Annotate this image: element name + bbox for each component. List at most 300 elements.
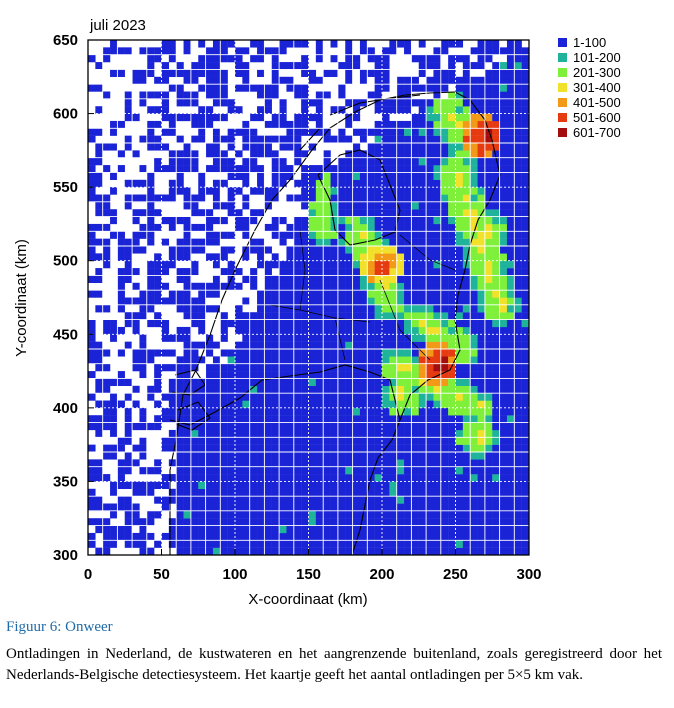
heatmap-cell xyxy=(507,99,515,107)
heatmap-cell xyxy=(522,195,530,203)
heatmap-cell xyxy=(382,195,390,203)
heatmap-cell xyxy=(426,474,434,482)
heatmap-cell xyxy=(507,415,515,423)
heatmap-cell xyxy=(426,481,434,489)
heatmap-cell xyxy=(257,106,265,114)
heatmap-cell xyxy=(95,423,103,431)
heatmap-cell xyxy=(323,401,331,409)
heatmap-cell xyxy=(463,364,471,372)
heatmap-cell xyxy=(411,99,419,107)
heatmap-cell xyxy=(463,349,471,357)
heatmap-cell xyxy=(360,356,368,364)
heatmap-cell xyxy=(360,283,368,291)
heatmap-cell xyxy=(294,128,302,136)
heatmap-cell xyxy=(507,275,515,283)
heatmap-cell xyxy=(323,408,331,416)
heatmap-cell xyxy=(411,209,419,217)
heatmap-cell xyxy=(323,452,331,460)
heatmap-cell xyxy=(316,290,324,298)
heatmap-cell xyxy=(456,423,464,431)
heatmap-cell xyxy=(470,62,478,70)
heatmap-cell xyxy=(411,77,419,85)
heatmap-cell xyxy=(500,114,508,122)
heatmap-cell xyxy=(419,136,427,144)
heatmap-cell xyxy=(338,489,346,497)
heatmap-cell xyxy=(235,342,243,350)
heatmap-cell xyxy=(441,342,449,350)
heatmap-cell xyxy=(213,401,221,409)
heatmap-cell xyxy=(117,231,125,239)
heatmap-cell xyxy=(522,504,530,512)
heatmap-cell xyxy=(272,253,280,261)
heatmap-cell xyxy=(338,305,346,313)
heatmap-cell xyxy=(228,202,236,210)
heatmap-cell xyxy=(206,496,214,504)
heatmap-cell xyxy=(235,415,243,423)
heatmap-cell xyxy=(419,489,427,497)
heatmap-cell xyxy=(279,305,287,313)
heatmap-cell xyxy=(463,209,471,217)
heatmap-cell xyxy=(242,496,250,504)
heatmap-cell xyxy=(132,327,140,335)
heatmap-cell xyxy=(257,518,265,526)
heatmap-cell xyxy=(426,334,434,342)
heatmap-cell xyxy=(242,548,250,556)
heatmap-cell xyxy=(485,246,493,254)
heatmap-cell xyxy=(331,239,339,247)
heatmap-cell xyxy=(389,511,397,519)
heatmap-cell xyxy=(316,511,324,519)
heatmap-cell xyxy=(95,180,103,188)
heatmap-cell xyxy=(264,275,272,283)
heatmap-cell xyxy=(397,430,405,438)
heatmap-cell xyxy=(419,371,427,379)
heatmap-cell xyxy=(514,504,522,512)
heatmap-cell xyxy=(250,408,258,416)
heatmap-cell xyxy=(257,290,265,298)
heatmap-cell xyxy=(331,408,339,416)
heatmap-cell xyxy=(397,378,405,386)
heatmap-cell xyxy=(492,114,500,122)
heatmap-cell xyxy=(257,459,265,467)
heatmap-cell xyxy=(228,496,236,504)
heatmap-cell xyxy=(286,268,294,276)
heatmap-cell xyxy=(470,114,478,122)
heatmap-cell xyxy=(213,128,221,136)
heatmap-cell xyxy=(184,69,192,77)
heatmap-cell xyxy=(331,172,339,180)
heatmap-cell xyxy=(272,121,280,129)
heatmap-cell xyxy=(353,415,361,423)
heatmap-cell xyxy=(191,202,199,210)
heatmap-cell xyxy=(500,437,508,445)
heatmap-cell xyxy=(176,268,184,276)
heatmap-cell xyxy=(456,393,464,401)
heatmap-cell xyxy=(492,209,500,217)
heatmap-cell xyxy=(309,467,317,475)
heatmap-cell xyxy=(382,202,390,210)
heatmap-cell xyxy=(309,334,317,342)
heatmap-cell xyxy=(470,386,478,394)
heatmap-cell xyxy=(110,47,118,55)
heatmap-cell xyxy=(242,172,250,180)
heatmap-cell xyxy=(404,327,412,335)
heatmap-cell xyxy=(294,378,302,386)
heatmap-cell xyxy=(353,268,361,276)
heatmap-cell xyxy=(309,437,317,445)
heatmap-cell xyxy=(456,349,464,357)
heatmap-cell xyxy=(360,290,368,298)
heatmap-cell xyxy=(419,459,427,467)
heatmap-cell xyxy=(478,275,486,283)
heatmap-cell xyxy=(485,489,493,497)
heatmap-cell xyxy=(88,136,96,144)
heatmap-cell xyxy=(492,378,500,386)
heatmap-cell xyxy=(191,481,199,489)
heatmap-cell xyxy=(323,342,331,350)
heatmap-cell xyxy=(242,415,250,423)
heatmap-cell xyxy=(433,504,441,512)
heatmap-cell xyxy=(389,158,397,166)
heatmap-cell xyxy=(139,423,147,431)
heatmap-cell xyxy=(492,430,500,438)
heatmap-cell xyxy=(309,496,317,504)
heatmap-cell xyxy=(294,349,302,357)
heatmap-cell xyxy=(316,121,324,129)
heatmap-cell xyxy=(353,128,361,136)
heatmap-cell xyxy=(213,445,221,453)
heatmap-cell xyxy=(367,496,375,504)
heatmap-cell xyxy=(125,467,133,475)
heatmap-cell xyxy=(139,290,147,298)
heatmap-cell xyxy=(456,209,464,217)
heatmap-cell xyxy=(463,511,471,519)
heatmap-cell xyxy=(478,99,486,107)
heatmap-cell xyxy=(433,481,441,489)
heatmap-cell xyxy=(264,415,272,423)
heatmap-cell xyxy=(353,202,361,210)
heatmap-cell xyxy=(375,378,383,386)
heatmap-cell xyxy=(478,474,486,482)
heatmap-cell xyxy=(117,467,125,475)
heatmap-cell xyxy=(353,423,361,431)
heatmap-cell xyxy=(125,423,133,431)
heatmap-cell xyxy=(441,489,449,497)
heatmap-cell xyxy=(250,474,258,482)
heatmap-cell xyxy=(154,47,162,55)
heatmap-cell xyxy=(470,378,478,386)
heatmap-cell xyxy=(257,511,265,519)
heatmap-cell xyxy=(507,474,515,482)
heatmap-cell xyxy=(448,386,456,394)
heatmap-cell xyxy=(389,136,397,144)
heatmap-cell xyxy=(169,114,177,122)
heatmap-cell xyxy=(522,401,530,409)
heatmap-cell xyxy=(301,415,309,423)
heatmap-cell xyxy=(154,55,162,63)
heatmap-cell xyxy=(470,47,478,55)
heatmap-cell xyxy=(184,504,192,512)
heatmap-cell xyxy=(389,47,397,55)
heatmap-cell xyxy=(353,55,361,63)
heatmap-cell xyxy=(375,224,383,232)
heatmap-cell xyxy=(264,518,272,526)
heatmap-cell xyxy=(169,121,177,129)
heatmap-cell xyxy=(220,202,228,210)
heatmap-cell xyxy=(522,217,530,225)
heatmap-cell xyxy=(433,430,441,438)
heatmap-cell xyxy=(301,195,309,203)
heatmap-cell xyxy=(507,77,515,85)
heatmap-cell xyxy=(147,209,155,217)
heatmap-cell xyxy=(514,408,522,416)
heatmap-cell xyxy=(419,128,427,136)
heatmap-cell xyxy=(470,526,478,534)
heatmap-cell xyxy=(456,261,464,269)
heatmap-cell xyxy=(132,298,140,306)
heatmap-cell xyxy=(213,533,221,541)
heatmap-cell xyxy=(382,334,390,342)
heatmap-cell xyxy=(206,69,214,77)
heatmap-cell xyxy=(294,393,302,401)
heatmap-cell xyxy=(441,69,449,77)
heatmap-cell xyxy=(338,290,346,298)
heatmap-cell xyxy=(220,489,228,497)
heatmap-cell xyxy=(331,489,339,497)
heatmap-cell xyxy=(272,231,280,239)
heatmap-cell xyxy=(286,452,294,460)
heatmap-cell xyxy=(184,356,192,364)
heatmap-cell xyxy=(456,386,464,394)
heatmap-cell xyxy=(191,548,199,556)
heatmap-cell xyxy=(478,40,486,48)
heatmap-cell xyxy=(338,393,346,401)
heatmap-cell xyxy=(514,540,522,548)
heatmap-cell xyxy=(294,459,302,467)
heatmap-cell xyxy=(264,533,272,541)
heatmap-cell xyxy=(389,172,397,180)
heatmap-cell xyxy=(404,349,412,357)
heatmap-cell xyxy=(338,320,346,328)
heatmap-cell xyxy=(162,320,170,328)
heatmap-cell xyxy=(367,305,375,313)
heatmap-cell xyxy=(492,99,500,107)
heatmap-cell xyxy=(514,533,522,541)
heatmap-cell xyxy=(514,55,522,63)
heatmap-cell xyxy=(492,415,500,423)
heatmap-cell xyxy=(441,106,449,114)
heatmap-cell xyxy=(441,481,449,489)
heatmap-cell xyxy=(301,489,309,497)
heatmap-cell xyxy=(198,84,206,92)
heatmap-cell xyxy=(485,298,493,306)
heatmap-cell xyxy=(419,217,427,225)
heatmap-cell xyxy=(301,445,309,453)
heatmap-cell xyxy=(110,511,118,519)
heatmap-cell xyxy=(375,320,383,328)
heatmap-cell xyxy=(360,312,368,320)
heatmap-cell xyxy=(88,253,96,261)
heatmap-cell xyxy=(132,364,140,372)
heatmap-cell xyxy=(242,481,250,489)
heatmap-cell xyxy=(492,77,500,85)
heatmap-cell xyxy=(147,92,155,100)
heatmap-cell xyxy=(470,371,478,379)
heatmap-cell xyxy=(264,327,272,335)
heatmap-cell xyxy=(448,275,456,283)
heatmap-cell xyxy=(88,195,96,203)
heatmap-cell xyxy=(125,378,133,386)
heatmap-cell xyxy=(88,415,96,423)
heatmap-cell xyxy=(154,349,162,357)
heatmap-cell xyxy=(353,467,361,475)
heatmap-cell xyxy=(117,246,125,254)
heatmap-cell xyxy=(389,99,397,107)
heatmap-cell xyxy=(309,180,317,188)
heatmap-cell xyxy=(514,77,522,85)
heatmap-cell xyxy=(220,47,228,55)
heatmap-cell xyxy=(176,84,184,92)
heatmap-cell xyxy=(514,47,522,55)
heatmap-cell xyxy=(176,99,184,107)
heatmap-cell xyxy=(441,312,449,320)
heatmap-cell xyxy=(110,408,118,416)
heatmap-cell xyxy=(367,217,375,225)
heatmap-cell xyxy=(507,62,515,70)
heatmap-cell xyxy=(235,283,243,291)
heatmap-cell xyxy=(323,327,331,335)
heatmap-cell xyxy=(426,261,434,269)
heatmap-cell xyxy=(331,467,339,475)
heatmap-cell xyxy=(323,437,331,445)
heatmap-cell xyxy=(309,268,317,276)
y-tick-label: 300 xyxy=(52,547,78,564)
heatmap-cell xyxy=(404,172,412,180)
heatmap-cell xyxy=(279,496,287,504)
heatmap-cell xyxy=(382,349,390,357)
heatmap-cell xyxy=(198,283,206,291)
heatmap-cell xyxy=(242,320,250,328)
heatmap-cell xyxy=(485,92,493,100)
heatmap-cell xyxy=(272,540,280,548)
heatmap-cell xyxy=(95,209,103,217)
heatmap-cell xyxy=(184,77,192,85)
heatmap-cell xyxy=(485,55,493,63)
heatmap-cell xyxy=(522,371,530,379)
heatmap-cell xyxy=(95,526,103,534)
heatmap-cell xyxy=(228,99,236,107)
heatmap-cell xyxy=(411,459,419,467)
heatmap-cell xyxy=(492,356,500,364)
heatmap-cell xyxy=(206,217,214,225)
heatmap-cell xyxy=(250,217,258,225)
heatmap-cell xyxy=(95,202,103,210)
heatmap-cell xyxy=(433,143,441,151)
heatmap-cell xyxy=(95,62,103,70)
heatmap-cell xyxy=(426,349,434,357)
heatmap-cell xyxy=(264,261,272,269)
heatmap-cell xyxy=(272,511,280,519)
heatmap-cell xyxy=(507,371,515,379)
heatmap-cell xyxy=(345,69,353,77)
heatmap-cell xyxy=(375,106,383,114)
heatmap-cell xyxy=(478,195,486,203)
heatmap-cell xyxy=(220,518,228,526)
heatmap-cell xyxy=(184,217,192,225)
heatmap-cell xyxy=(191,437,199,445)
heatmap-cell xyxy=(272,526,280,534)
heatmap-cell xyxy=(147,187,155,195)
heatmap-cell xyxy=(478,150,486,158)
heatmap-cell xyxy=(367,202,375,210)
heatmap-cell xyxy=(426,298,434,306)
heatmap-cell xyxy=(485,224,493,232)
heatmap-cell xyxy=(213,69,221,77)
heatmap-cell xyxy=(426,408,434,416)
heatmap-cell xyxy=(433,408,441,416)
heatmap-cell xyxy=(470,246,478,254)
heatmap-cell xyxy=(206,305,214,313)
heatmap-cell xyxy=(316,268,324,276)
heatmap-cell xyxy=(184,437,192,445)
heatmap-cell xyxy=(389,452,397,460)
heatmap-cell xyxy=(264,504,272,512)
heatmap-cell xyxy=(206,378,214,386)
heatmap-cell xyxy=(191,356,199,364)
heatmap-cell xyxy=(485,114,493,122)
heatmap-cell xyxy=(191,526,199,534)
heatmap-cell xyxy=(110,143,118,151)
heatmap-cell xyxy=(382,275,390,283)
heatmap-cell xyxy=(191,195,199,203)
heatmap-cell xyxy=(257,47,265,55)
heatmap-cell xyxy=(375,172,383,180)
heatmap-cell xyxy=(426,312,434,320)
heatmap-cell xyxy=(367,504,375,512)
heatmap-cell xyxy=(470,209,478,217)
heatmap-cell xyxy=(426,415,434,423)
heatmap-cell xyxy=(279,268,287,276)
heatmap-cell xyxy=(419,312,427,320)
heatmap-cell xyxy=(426,275,434,283)
heatmap-cell xyxy=(448,62,456,70)
heatmap-cell xyxy=(522,268,530,276)
heatmap-cell xyxy=(301,128,309,136)
heatmap-cell xyxy=(433,334,441,342)
heatmap-cell xyxy=(323,290,331,298)
heatmap-cell xyxy=(95,504,103,512)
heatmap-cell xyxy=(375,69,383,77)
heatmap-cell xyxy=(345,283,353,291)
heatmap-cell xyxy=(235,452,243,460)
heatmap-cell xyxy=(331,548,339,556)
heatmap-cell xyxy=(184,298,192,306)
heatmap-cell xyxy=(492,452,500,460)
heatmap-cell xyxy=(433,195,441,203)
heatmap-cell xyxy=(338,275,346,283)
heatmap-cell xyxy=(213,540,221,548)
heatmap-cell xyxy=(470,150,478,158)
heatmap-cell xyxy=(360,334,368,342)
heatmap-cell xyxy=(286,320,294,328)
heatmap-cell xyxy=(250,437,258,445)
heatmap-cell xyxy=(492,40,500,48)
heatmap-cell xyxy=(206,364,214,372)
heatmap-cell xyxy=(132,239,140,247)
heatmap-cell xyxy=(514,467,522,475)
heatmap-cell xyxy=(301,239,309,247)
heatmap-cell xyxy=(338,92,346,100)
